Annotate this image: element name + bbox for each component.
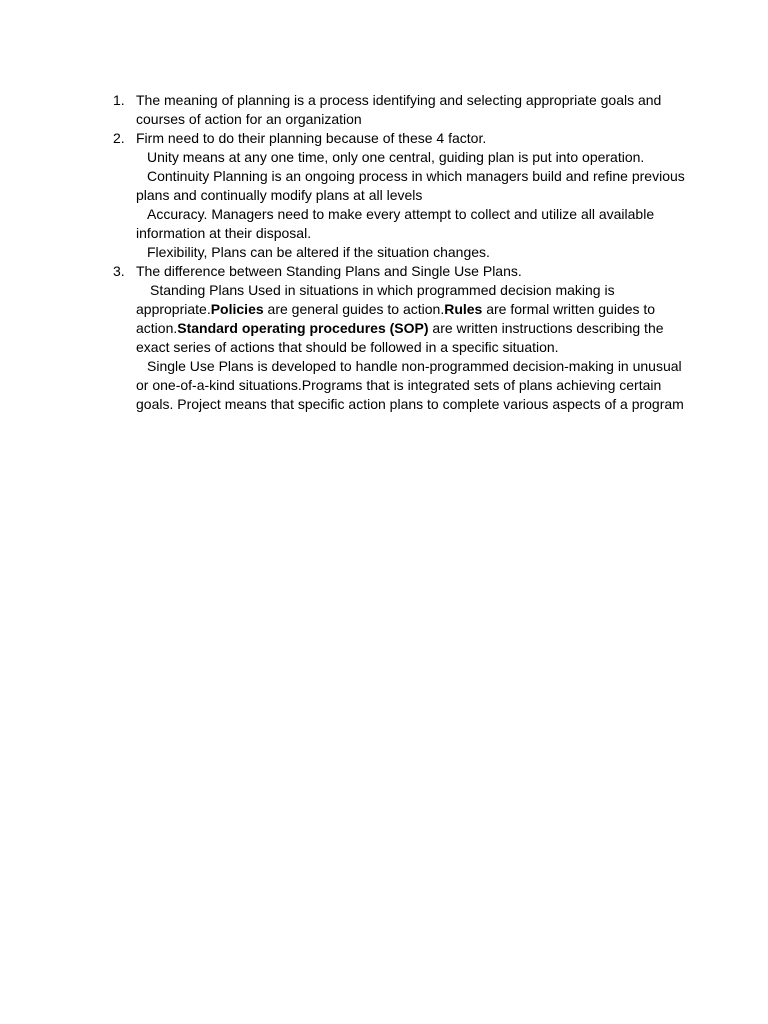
list-item bbox=[108, 91, 688, 129]
numbered-list bbox=[108, 91, 688, 414]
list-item-text: Firm need to do their planning because of these 4 factor. bbox=[136, 130, 487, 146]
list-item bbox=[108, 129, 688, 262]
list-item-text: The meaning of planning is a process identifying and selecting appropriate goals and courses of action for an organization bbox=[136, 92, 662, 127]
list-number: 3. bbox=[113, 263, 125, 279]
list-number: 2. bbox=[113, 130, 125, 146]
rules-term: Rules bbox=[444, 301, 483, 317]
factor-unity: Unity means at any one time, only one central, guiding plan is put into operation. bbox=[147, 149, 645, 165]
sop-definition: are written instructions describing the exact series of actions that should be followed in a specific situation. bbox=[136, 320, 664, 355]
list-number: 1. bbox=[113, 92, 125, 108]
single-use-plans-paragraph: Single Use Plans is developed to handle non-programmed decision-making in unusual or one-of-a-kind situations.Programs that is integrated sets of plans achieving certain goals. Project means that specific action plans to complete various aspects of a program bbox=[136, 358, 684, 412]
policies-definition: are general guides to action. bbox=[263, 301, 445, 317]
list-item-text: The difference between Standing Plans and Single Use Plans. bbox=[136, 263, 522, 279]
standing-plans-paragraph bbox=[136, 281, 688, 357]
sop-term: Standard operating procedures (SOP) bbox=[177, 320, 429, 336]
factor-continuity: Continuity Planning is an ongoing process in which managers build and refine previous plans and continually modify plans at all levels bbox=[136, 168, 685, 203]
policies-term: Policies bbox=[210, 301, 264, 317]
factor-accuracy: Accuracy. Managers need to make every attempt to collect and utilize all available information at their disposal. bbox=[136, 206, 655, 241]
rules-definition: are formal written guides to action. bbox=[136, 301, 656, 336]
factor-flexibility: Flexibility, Plans can be altered if the situation changes. bbox=[147, 244, 490, 260]
standing-plans-intro: Standing Plans Used in situations in which programmed decision making is appropriate. bbox=[136, 282, 615, 317]
list-item bbox=[108, 262, 688, 414]
